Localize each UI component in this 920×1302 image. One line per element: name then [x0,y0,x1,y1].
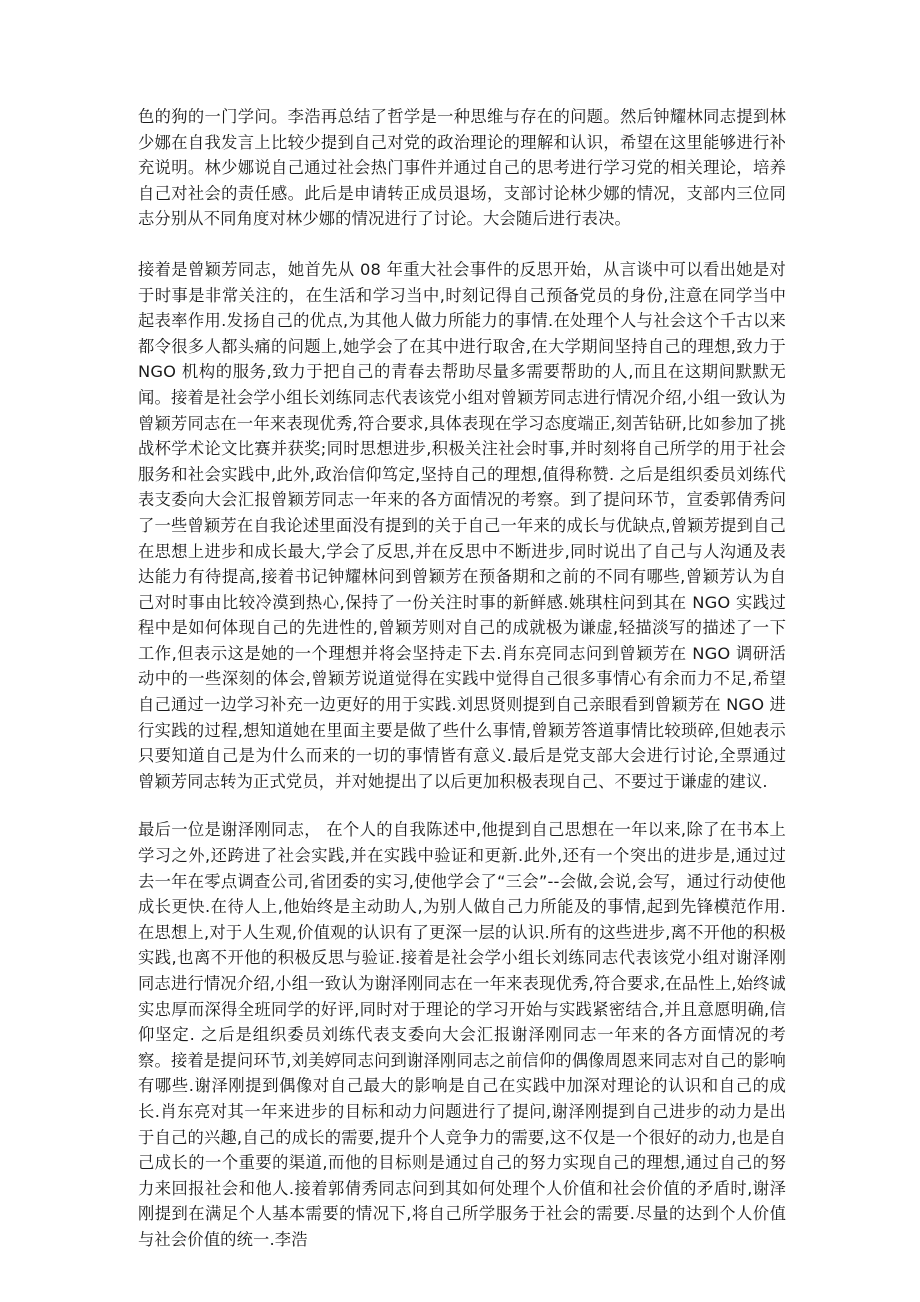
document-page [138,104,786,1253]
paragraph-2: 接着是曾颖芳同志，她首先从 08 年重大社会事件的反思开始，从言谈中可以看出她是对于时事是非常关注的，在生活和学习当中,时刻记得自己预备党员的身份,注意在同学当中起表率作用.发扬自己的优点,为其他人做力所能力的事情.在处理个人与社会这个千古以来都令很多人都头痛的问题上,她学会了在其中进行取舍,在大学期间坚持自己的理想,致力于 NGO 机构的服务,致力于把自己的青春去帮助尽量多需要帮助的人,而且在这期间默默无闻。接着是社会学小组长刘练同志代表该党小组对曾颖芳同志进行情况介绍,小组一致认为曾颖芳同志在一年来表现优秀,符合要求,具体表现在学习态度端正,刻苦钻研,比如参加了挑战杯学术论文比赛并获奖;同时思想进步,积极关注社会时事,并时刻将自己所学的用于社会服务和社会实践中,此外,政治信仰笃定,坚持自己的理想,值得称赞. 之后是组织委员刘练代表支委向大会汇报曾颖芳同志一年来的各方面情况的考察。到了提问环节，宣委郭倩秀问了一些曾颖芳在自我论述里面没有提到的关于自己一年来的成长与优缺点,曾颖芳提到自己在思想上进步和成长最大,学会了反思,并在反思中不断进步,同时说出了自己与人沟通及表达能力有待提高,接着书记钟耀林问到曾颖芳在预备期和之前的不同有哪些,曾颖芳认为自己对时事由比较冷漠到热心,保持了一份关注时事的新鲜感.姚琪柱问到其在 NGO 实践过程中是如何体现自己的先进性的,曾颖芳则对自己的成就极为谦虚,轻描淡写的描述了一下工作,但表示这是她的一个理想并将会坚持走下去.肖东亮同志问到曾颖芳在 NGO 调研活动中的一些深刻的体会,曾颖芳说道觉得在实践中觉得自己很多事情心有余而力不足,希望自己通过一边学习补充一边更好的用于实践.刘思贤则提到自己亲眼看到曾颖芳在 NGO 进行实践的过程,想知道她在里面主要是做了些什么事情,曾颖芳答道事情比较琐碎,但她表示只要知道自己是为什么而来的一切的事情皆有意义.最后是党支部大会进行讨论,全票通过曾颖芳同志转为正式党员，并对她提出了以后更加积极表现自己、不要过于谦虚的建议. [138,259,786,791]
paragraph-3: 最后一位是谢泽刚同志， 在个人的自我陈述中,他提到自己思想在一年以来,除了在书本上学习之外,还跨进了社会实践,并在实践中验证和更新.此外,还有一个突出的进步是,通过过去一年在零点调查公司,省团委的实习,使他学会了“三会”--会做,会说,会写，通过行动使他成长更快.在待人上,他始终是主动助人,为别人做自己力所能及的事情,起到先锋模范作用.在思想上,对于人生观,价值观的认识有了更深一层的认识.所有的这些进步,离不开他的积极实践,也离不开他的积极反思与验证.接着是社会学小组长刘练同志代表该党小组对谢泽刚同志进行情况介绍,小组一致认为谢泽刚同志在一年来表现优秀,符合要求,在品性上,始终诚实忠厚而深得全班同学的好评,同时对于理论的学习开始与实践紧密结合,并且意愿明确,信仰坚定. 之后是组织委员刘练代表支委向大会汇报谢泽刚同志一年来的各方面情况的考察。接着是提问环节,刘美婷同志问到谢泽刚同志之前信仰的偶像周恩来同志对自己的影响有哪些.谢泽刚提到偶像对自己最大的影响是自己在实践中加深对理论的认识和自己的成长.肖东亮对其一年来进步的目标和动力问题进行了提问,谢泽刚提到自己进步的动力是出于自己的兴趣,自己的成长的需要,提升个人竞争力的需要,这不仅是一个很好的动力,也是自己成长的一个重要的渠道,而他的目标则是通过自己的努力实现自己的理想,通过自己的努力来回报社会和他人.接着郭倩秀同志问到其如何处理个人价值和社会价值的矛盾时,谢泽刚提到在满足个人基本需要的情况下,将自己所学服务于社会的需要.尽量的达到个人价值与社会价值的统一.李浩 [138,820,786,1249]
paragraph-1: 色的狗的一门学问。李浩再总结了哲学是一种思维与存在的问题。然后钟耀林同志提到林少娜在自我发言上比较少提到自己对党的政治理论的理解和认识，希望在这里能够进行补充说明。林少娜说自己通过社会热门事件并通过自己的思考进行学习党的相关理论，培养自己对社会的责任感。此后是申请转正成员退场，支部讨论林少娜的情况，支部内三位同志分别从不同角度对林少娜的情况进行了讨论。大会随后进行表决。 [138,107,786,229]
